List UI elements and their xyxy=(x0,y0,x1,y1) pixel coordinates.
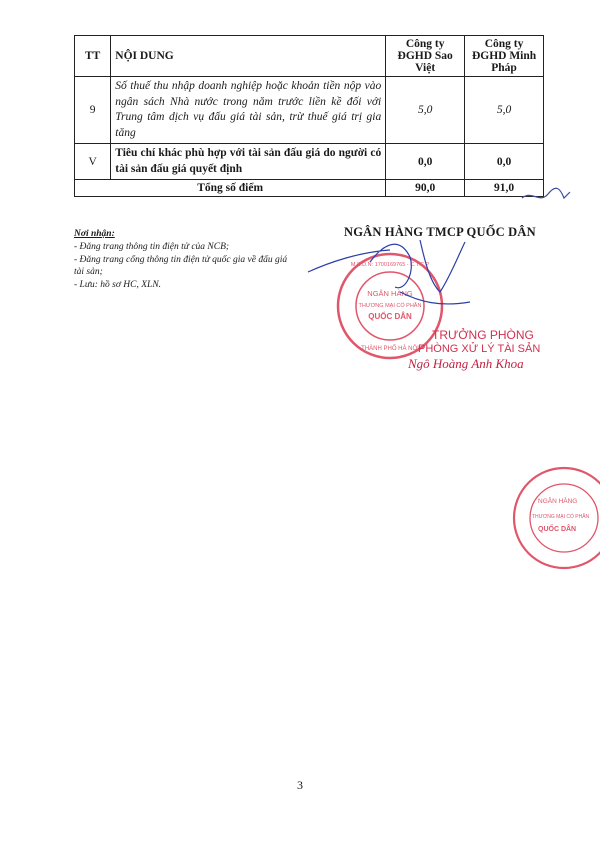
row-score-sao-viet: 5,0 xyxy=(386,77,465,144)
seal-line1: NGÂN HÀNG xyxy=(367,289,413,298)
row-score-sao-viet: 0,0 xyxy=(386,144,465,180)
recipients-title: Nơi nhận: xyxy=(74,229,115,239)
row-content: Số thuế thu nhập doanh nghiệp hoặc khoản tiền nộp vào ngân sách Nhà nước trong năm trước liền kề đối với Trung tâm dịch vụ đấu giá tài sản, trừ thuế giá trị gia tăng xyxy=(111,77,386,144)
table-header-row xyxy=(75,36,544,77)
seal-bottom-text: THÀNH PHỐ HÀ NỘI xyxy=(361,346,419,352)
row-content: Tiêu chí khác phù hợp với tài sản đấu giá do người có tài sản đấu giá quyết định xyxy=(111,144,386,180)
handwritten-signature xyxy=(300,232,490,322)
recipient-item: - Lưu: hồ sơ HC, XLN. xyxy=(74,280,162,291)
page-number: 3 xyxy=(297,778,303,792)
recipients-block xyxy=(74,228,294,292)
bank-name: NGÂN HÀNG TMCP QUỐC DÂN xyxy=(344,225,536,239)
recipient-item: - Đăng trang cổng thông tin điện tử quốc gia về đấu giá tài sản; xyxy=(74,254,288,278)
row-score-minh-phap: 5,0 xyxy=(465,77,544,144)
seal-line3: QUỐC DÂN xyxy=(368,312,412,321)
total-sao-viet: 90,0 xyxy=(386,180,465,197)
header-tt: TT xyxy=(75,36,111,77)
partial-seal xyxy=(508,463,600,573)
table-row xyxy=(75,77,544,144)
signer-role-2: PHÒNG XỬ LÝ TÀI SẢN xyxy=(418,343,541,355)
header-company-minh-phap: Công ty ĐGHD Minh Pháp xyxy=(465,36,544,77)
total-row xyxy=(75,180,544,197)
seal-line2: THƯƠNG MẠI CỔ PHẦN xyxy=(358,303,422,309)
row-tt: V xyxy=(75,144,111,180)
partial-seal-line3: QUỐC DÂN xyxy=(538,526,577,533)
row-tt: 9 xyxy=(75,77,111,144)
signer-role-1: TRƯỞNG PHÒNG xyxy=(432,328,534,342)
partial-seal-line1: NGÂN HÀNG xyxy=(538,498,578,505)
header-company-sao-viet: Công ty ĐGHD Sao Việt xyxy=(386,36,465,77)
header-content: NỘI DUNG xyxy=(111,36,386,77)
partial-seal-line2: THƯƠNG MẠI CỔ PHẦN xyxy=(532,514,590,520)
score-table xyxy=(74,35,544,197)
table-row xyxy=(75,144,544,180)
row-score-minh-phap: 0,0 xyxy=(465,144,544,180)
total-label: Tổng số điểm xyxy=(75,180,386,197)
recipient-item: - Đăng trang thông tin điện tử của NCB; xyxy=(74,241,230,252)
total-minh-phap: 91,0 xyxy=(465,180,544,197)
signer-name: Ngô Hoàng Anh Khoa xyxy=(408,356,524,371)
seal-ring-text: M.S.D.N: 1700169765 - C.T.C.P xyxy=(350,262,430,268)
initial-mark-icon xyxy=(520,180,580,210)
